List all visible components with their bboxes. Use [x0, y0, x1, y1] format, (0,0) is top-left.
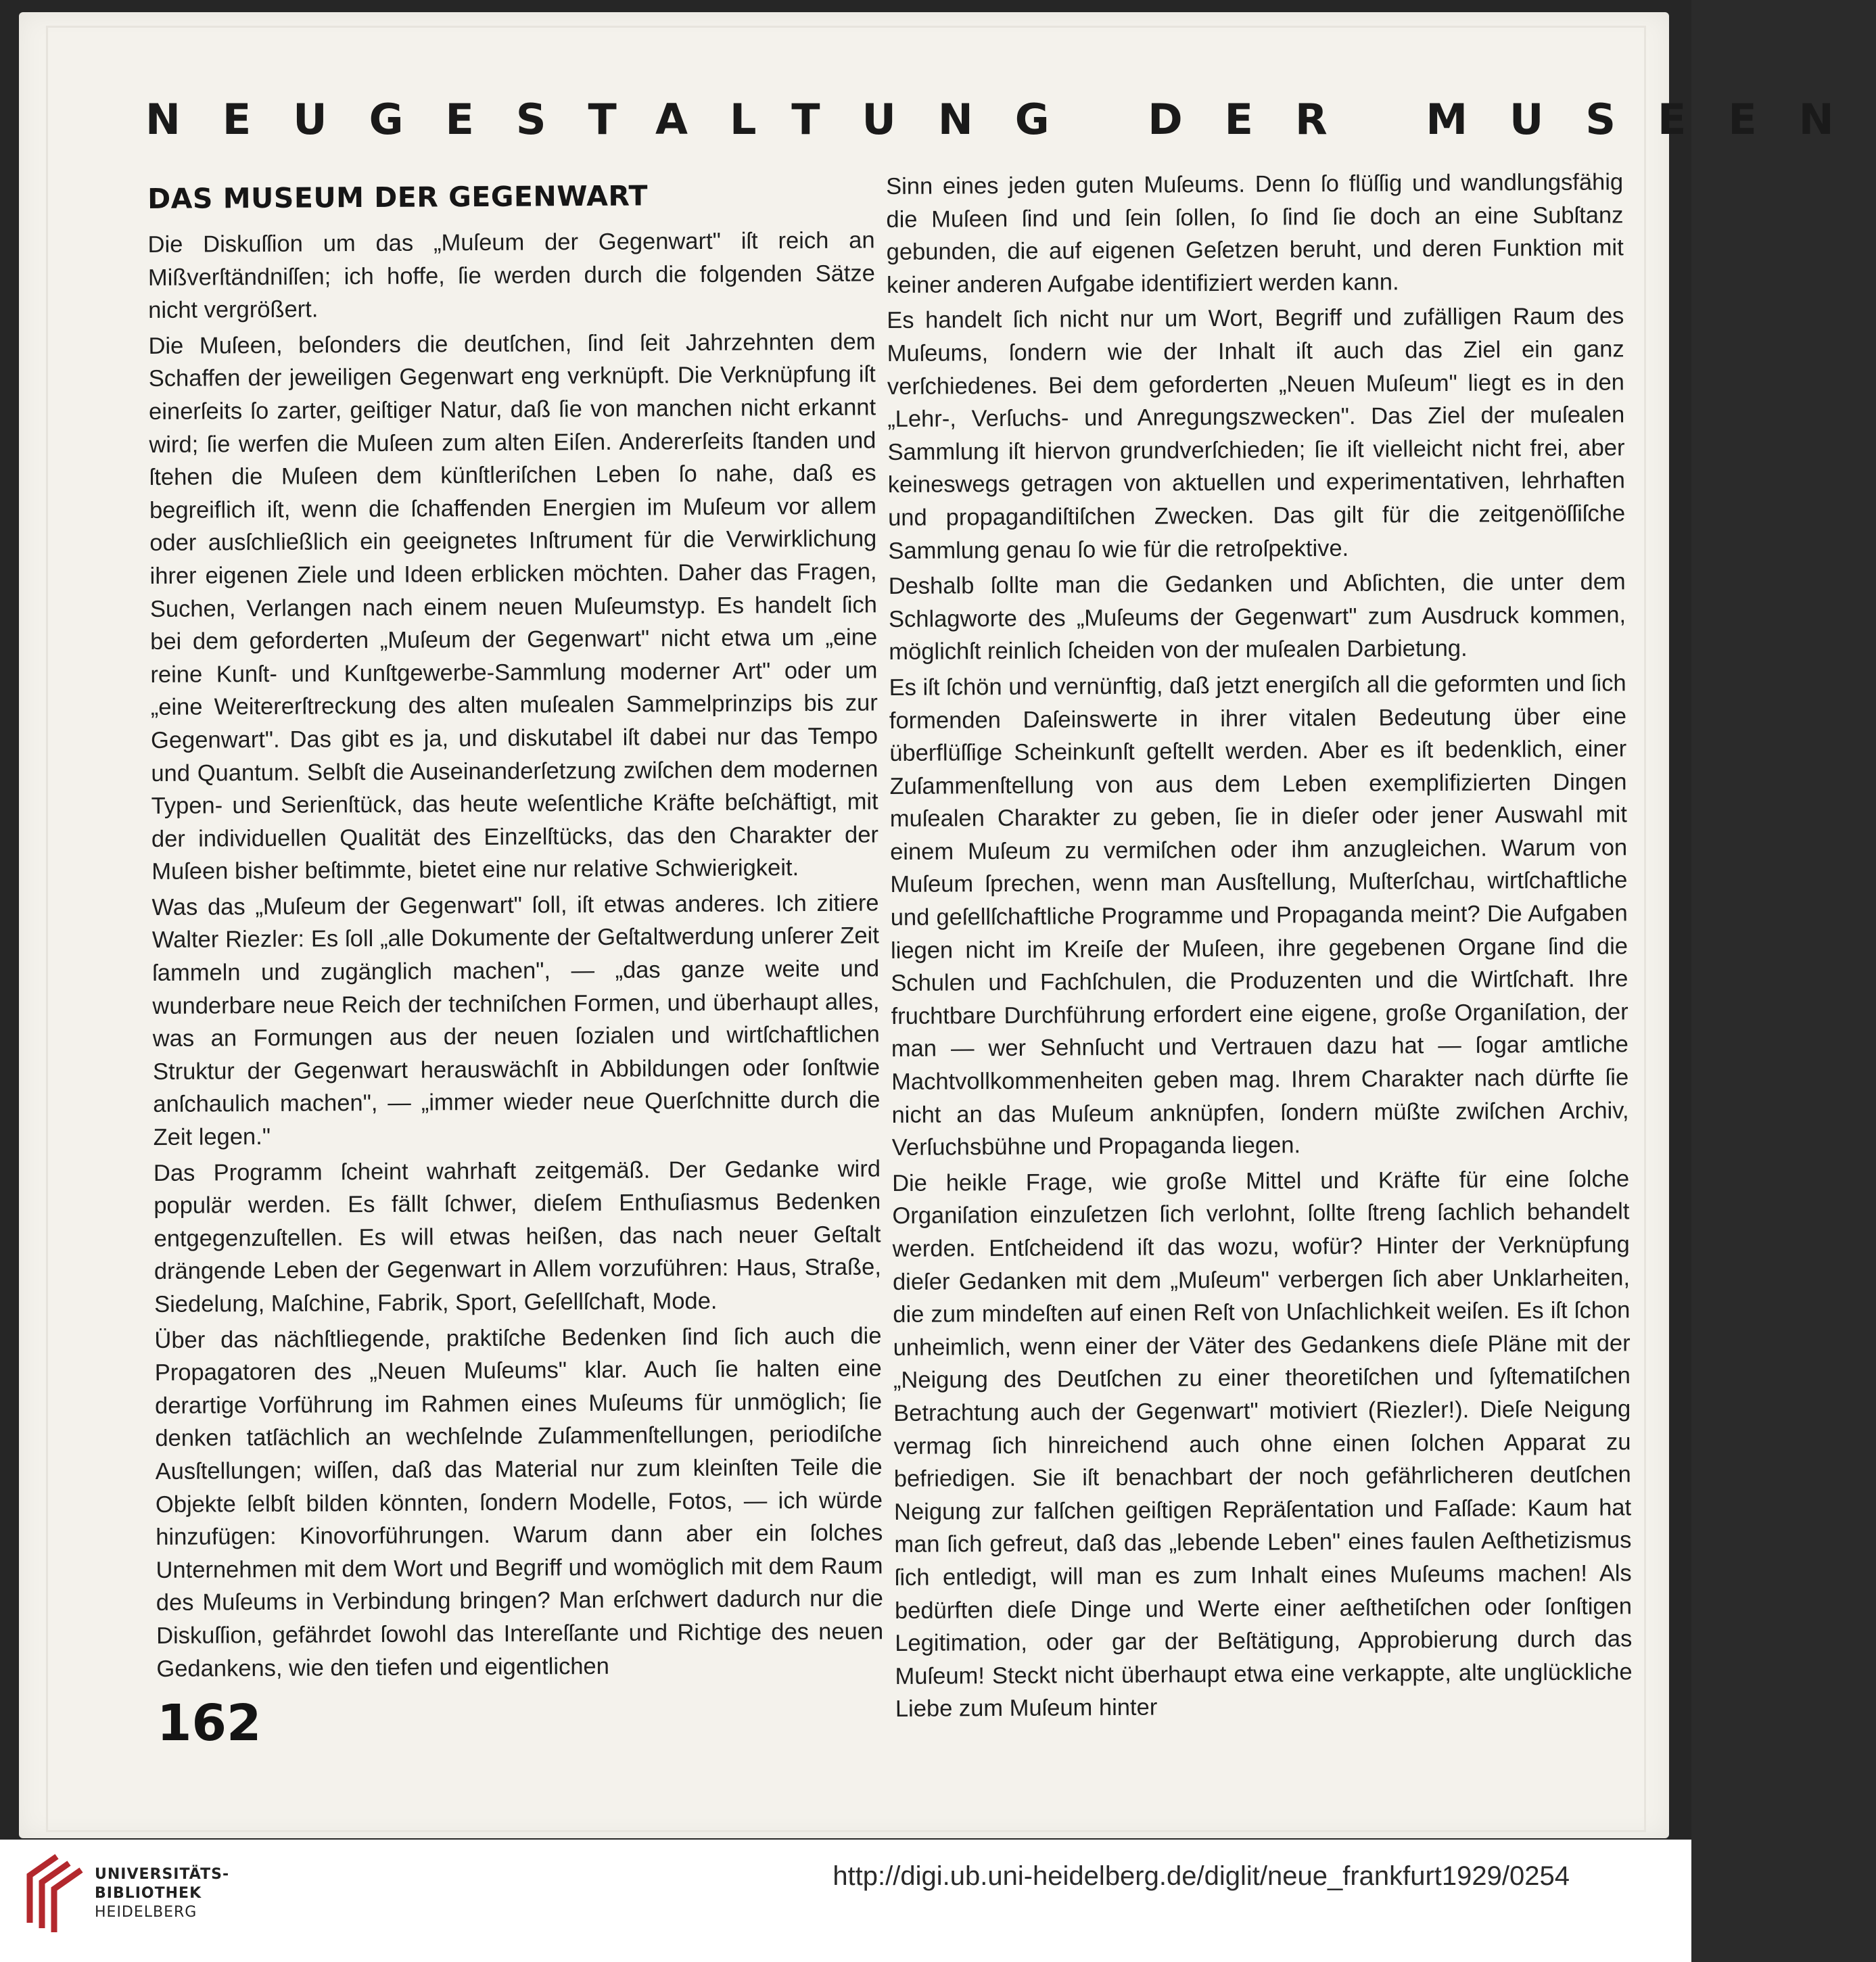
paragraph: Es handelt ſich nicht nur um Wort, Begriff und zufälligen Raum des Muſeums, ſondern wie der Inhalt iſt auch das Ziel ein ganz verſchiedenes. Bei dem geforderten „Neuen Muſeum" liegt es in den „Lehr-, Verſuchs- und Anregungszwecken". Das Ziel der muſealen Sammlung iſt hiervon grundverſchieden; ſie iſt vielleicht nicht frei, aber keineswegs getragen von aktuellen und experimentativen, lehrhaften und propagandiſtiſchen Zwecken. Das gilt für die zeitgenöſſiſche Sammlung genau ſo wie für die retroſpektive. — [887, 303, 1626, 564]
article-title: DAS MUSEUM DER GEGENWART — [147, 179, 649, 215]
right-column — [886, 166, 1633, 1729]
paragraph: Die Diskuſſion um das „Muſeum der Gegenwart" iſt reich an Mißverſtändniſſen; ich hoffe, ſie werden durch die folgenden Sätze nicht vergrößert. — [147, 227, 875, 324]
library-name-line: HEIDELBERG — [95, 1904, 197, 1921]
paragraph: Über das nächſtliegende, praktiſche Bedenken ſind ſich auch die Propagatoren des „Neuen Muſeums" klar. Auch ſie halten eine derartige Vorführung im Rahmen eines Muſeums für unmöglich; ſie denken tatſächlich an wechſelnde Zuſammenſtellungen, periodiſche Ausſtellungen; wiſſen, daß das Material nur zum kleinſten Teile die Objekte ſelbſt bilden könnten, ſondern Modelle, Fotos, — ich würde hinzufügen: Kinovorführungen. Warum dann aber ein ſolches Unternehmen mit dem Wort und Begriff und womöglich mit dem Raum des Muſeums in Verbindung bringen? Man erſchwert dadurch nur die Diskuſſion, gefährdet ſowohl das Intereſſante und Richtige des neuen Gedankens, wie den tiefen und eigentlichen — [154, 1322, 884, 1682]
library-name — [95, 1865, 229, 1922]
viewer-footer — [0, 1840, 1691, 1962]
paragraph: Die Muſeen, beſonders die deutſchen, ſind ſeit Jahrzehnten dem Schaffen der jeweiligen Gegenwart eng verknüpft. Die Verknüpfung iſt einerſeits ſo zarter, geiſtiger Natur, daß ſie von manchen nicht erkannt wird; ſie werfen die Muſeen zum alten Eiſen. Andererſeits ſtanden und ſtehen die Muſeen dem künſtleriſchen Leben ſo nahe, daß es begreiflich iſt, wenn die ſchaffenden Energien im Muſeum vor allem oder ausſchließlich ein geeignetes Inſtrument für die Verwirklichung ihrer eigenen Ziele und Ideen erblicken möchten. Daher das Fragen, Suchen, Verlangen nach einem neuen Muſeumstyp. Es handelt ſich bei dem geforderten „Muſeum der Gegenwart" nicht etwa um „eine reine Kunſt- und Kunſtgewerbe-Sammlung moderner Art" oder um „eine Weitererſtreckung des alten muſealen Sammelprinzips bis zur Gegenwart". Das gibt es ja, und diskutabel iſt dabei nur das Tempo und Quantum. Selbſt die Auseinanderſetzung zwiſchen dem modernen Typen- und Serienſtück, das heute weſentliche Kräfte beſchäftigt, mit der individuellen Qualität des Einzelſtücks, das den Charakter der Muſeen bisher beſtimmte, bietet eine nur relative Schwierigkeit. — [148, 329, 879, 885]
source-url-link[interactable]: http://digi.ub.uni-heidelberg.de/diglit/neue_frankfurt1929/0254 — [833, 1861, 1570, 1891]
library-logo-icon — [16, 1848, 91, 1936]
library-name-line: BIBLIOTHEK — [95, 1885, 202, 1902]
library-name-line: UNIVERSITÄTS- — [95, 1866, 230, 1883]
running-title: NEUGESTALTUNG DER MUSEEN — [145, 95, 1876, 144]
page-number: 162 — [157, 1694, 262, 1752]
paragraph: Es iſt ſchön und vernünftig, daß jetzt energiſch all die geformten und ſich formenden Daſeinswerte in ihrer vitalen Bedeutung über eine überflüſſige Scheinkunſt geſtellt werden. Aber es iſt bedenklich, einer Zuſammenſtellung von aus dem Leben exemplifizierten Dingen muſealen Charakter zu geben, ſie in dieſer oder jener Auswahl mit einem Muſeum zu vermiſchen oder ihm anzugleichen. Warum von Muſeum ſprechen, wenn man Ausſtellung, Muſterſchau, wirtſchaftliche und geſellſchaftliche Programme und Propaganda meint? Die Aufgaben liegen nicht im Kreiſe der Muſeen, ihre gegebenen Organe ſind die Schulen und Fachſchulen, die Produzenten und die Wirtſchaft. Ihre fruchtbare Durchführung erfordert eine eigene, große Organiſation, der man — wer Sehnſucht und Vertrauen dazu hat — ſogar amtliche Machtvollkommenheiten geben mag. Ihrem Charakter nach dürfte ſie nicht an das Muſeum anknüpfen, ſondern müßte zwiſchen Archiv, Verſuchsbühne und Propaganda liegen. — [889, 670, 1629, 1161]
paragraph: Deshalb ſollte man die Gedanken und Abſichten, die unter dem Schlagworte des „Muſeums der Gegenwart" zum Ausdruck kommen, möglichſt reinlich ſcheiden von der muſealen Darbietung. — [888, 569, 1626, 665]
paragraph: Die heikle Frage, wie große Mittel und Kräfte für eine ſolche Organiſation einzuſetzen ſich verlohnt, ſollte ſtreng ſachlich behandelt werden. Entſcheidend iſt das wozu, wofür? Hinter der Verknüpfung dieſer Gedanken mit dem „Muſeum" verbergen ſich aber Unklarheiten, die zum mindeſten auf einen Reſt von Unſachlichkeit weiſen. Es iſt ſchon unheimlich, wenn einer der Väter des Gedankens dieſe Pläne mit der „Neigung des Deutſchen zu einer theoretiſchen und ſyſtematiſchen Betrachtung auch der Gegenwart" motiviert (Riezler!). Dieſe Neigung vermag ſich hinreichend auch ohne einen ſolchen Apparat zu befriedigen. Sie iſt benachbart der noch gefährlicheren deutſchen Neigung zur falſchen geiſtigen Repräſentation und Faſſade: Kaum hat man ſich gefreut, daß das „lebende Leben" eines faulen Aeſthetizismus ſich entledigt, will man es zum Inhalt eines Muſeums machen! Als bedürften dieſe Dinge und Werte einer aeſthetiſchen oder ſonſtigen Legitimation, oder gar der Beſtätigung, Approbierung durch das Muſeum! Steckt nicht überhaupt etwa eine verkappte, alte unglückliche Liebe zum Muſeum hinter — [892, 1166, 1633, 1723]
left-column — [147, 174, 884, 1688]
paragraph: Sinn eines jeden guten Muſeums. Denn ſo flüſſig und wandlungsfähig die Muſeen ſind und ſein ſollen, ſo ſind ſie doch an eine Subſtanz gebunden, die auf eigenen Geſetzen beruht, und deren Funktion mit keiner anderen Aufgabe identifiziert werden kann. — [886, 169, 1624, 298]
paragraph: Was das „Muſeum der Gegenwart" ſoll, iſt etwas anderes. Ich zitiere Walter Riezler: Es ſoll „alle Dokumente der Geſtaltwerdung unſerer Zeit ſammeln und zugänglich machen", — „das ganze weite und wunderbare neue Reich der techniſchen Formen, und überhaupt alles, was an Formungen aus der neuen ſozialen und wirtſchaftlichen Struktur der Gegenwart herauswächſt in Abbildungen oder ſonſtwie anſchaulich machen", — „immer wieder neue Querſchnitte durch die Zeit legen." — [151, 890, 881, 1151]
paragraph: Das Programm ſcheint wahrhaft zeitgemäß. Der Gedanke wird populär werden. Es fällt ſchwer, dieſem Enthuſiasmus Bedenken entgegenzuſtellen. Es will etwas heißen, das nach neuer Geſtalt drängende Leben der Gegenwart in Allem vorzuführen: Haus, Straße, Siedelung, Maſchine, Fabrik, Sport, Geſellſchaft, Mode. — [153, 1156, 881, 1317]
